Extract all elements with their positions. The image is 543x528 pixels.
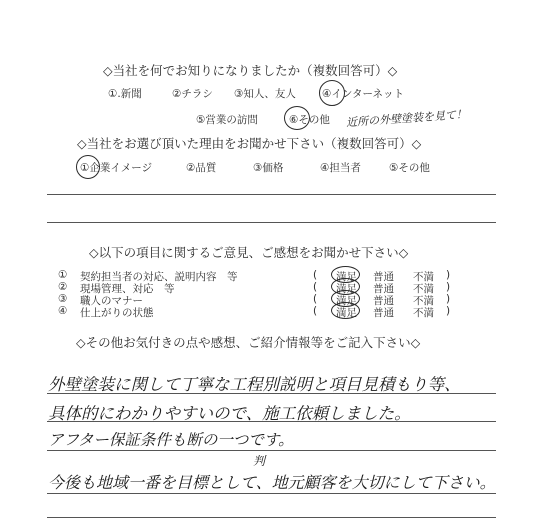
item-number: ④ <box>58 305 68 317</box>
comment-line-2: 具体的にわかりやすいので、施工依頼しました。 <box>48 404 411 423</box>
handwritten-other-note: 近所の外壁塗装を見て！ <box>345 107 468 130</box>
item-label: 現場管理、対応 等 <box>80 283 175 295</box>
option-other[interactable]: ⑥その他 <box>289 114 330 126</box>
choice-dissatisfied[interactable]: 不満 <box>413 295 434 307</box>
question-opinions: ◇以下の項目に関するご意見、ご感想をお聞かせ下さい◇ <box>89 245 409 260</box>
choice-satisfied[interactable]: 満足 <box>336 271 357 283</box>
choice-satisfied[interactable]: 満足 <box>336 307 357 319</box>
paren-open: ( <box>313 281 318 293</box>
choice-normal[interactable]: 普通 <box>373 307 394 319</box>
paren-close: ) <box>446 281 451 293</box>
choice-satisfied[interactable]: 満足 <box>336 295 357 307</box>
blank-line <box>47 194 496 195</box>
paren-close: ) <box>446 305 451 317</box>
comment-line-1: 外壁塗装に関して丁寧な工程別説明と項目見積もり等、 <box>48 375 461 394</box>
item-number: ② <box>58 281 68 293</box>
insert-mark: 判 <box>253 454 266 468</box>
choice-dissatisfied[interactable]: 不満 <box>413 307 434 319</box>
choice-dissatisfied[interactable]: 不満 <box>413 283 434 295</box>
item-label: 仕上がりの状態 <box>80 307 154 319</box>
writing-line <box>47 493 496 494</box>
option-quality[interactable]: ②品質 <box>186 162 217 174</box>
option-newspaper[interactable]: ①.新聞 <box>108 88 142 100</box>
selected-circle-internet <box>319 80 345 106</box>
selected-circle-corporate-image <box>76 155 100 179</box>
choice-normal[interactable]: 普通 <box>373 283 394 295</box>
choice-satisfied[interactable]: 満足 <box>336 283 357 295</box>
item-label: 職人のマナー <box>80 295 143 307</box>
option-flyer[interactable]: ②チラシ <box>172 88 213 100</box>
writing-line <box>47 450 496 451</box>
option-friend[interactable]: ③知人、友人 <box>234 88 296 100</box>
comment-line-3: アフター保証条件も断の一つです。 <box>48 431 294 449</box>
question-how-known: ◇当社を何でお知りになりましたか（複数回答可）◇ <box>103 63 398 78</box>
paren-open: ( <box>313 305 318 317</box>
option-corporate-image[interactable]: ①企業イメージ <box>80 162 153 174</box>
choice-normal[interactable]: 普通 <box>373 295 394 307</box>
choice-normal[interactable]: 普通 <box>373 271 394 283</box>
selected-circle-other <box>284 106 310 130</box>
question-reason: ◇当社をお選び頂いた理由をお聞かせ下さい（複数回答可）◇ <box>77 136 422 151</box>
comment-line-4: 今後も地域一番を目標として、地元顧客を大切にして下さい。 <box>48 473 496 492</box>
question-comments: ◇その他お気付きの点や感想、ご紹介情報等をご記入下さい◇ <box>76 335 421 350</box>
blank-line <box>47 222 496 223</box>
option-staff[interactable]: ④担当者 <box>320 162 361 174</box>
choice-dissatisfied[interactable]: 不満 <box>413 271 434 283</box>
item-label: 契約担当者の対応、説明内容 等 <box>80 271 238 283</box>
option-price[interactable]: ③価格 <box>253 162 284 174</box>
paren-close: ) <box>446 269 451 281</box>
option-other-2[interactable]: ⑤その他 <box>389 162 430 174</box>
selected-circle-satisfied <box>331 302 360 319</box>
item-number: ③ <box>58 293 68 305</box>
writing-line <box>47 517 496 518</box>
paren-open: ( <box>313 293 318 305</box>
paren-close: ) <box>446 293 451 305</box>
paren-open: ( <box>313 269 318 281</box>
option-internet[interactable]: ④インターネット <box>322 88 404 100</box>
item-number: ① <box>58 269 68 281</box>
option-sales-visit[interactable]: ⑤営業の訪問 <box>196 114 258 126</box>
